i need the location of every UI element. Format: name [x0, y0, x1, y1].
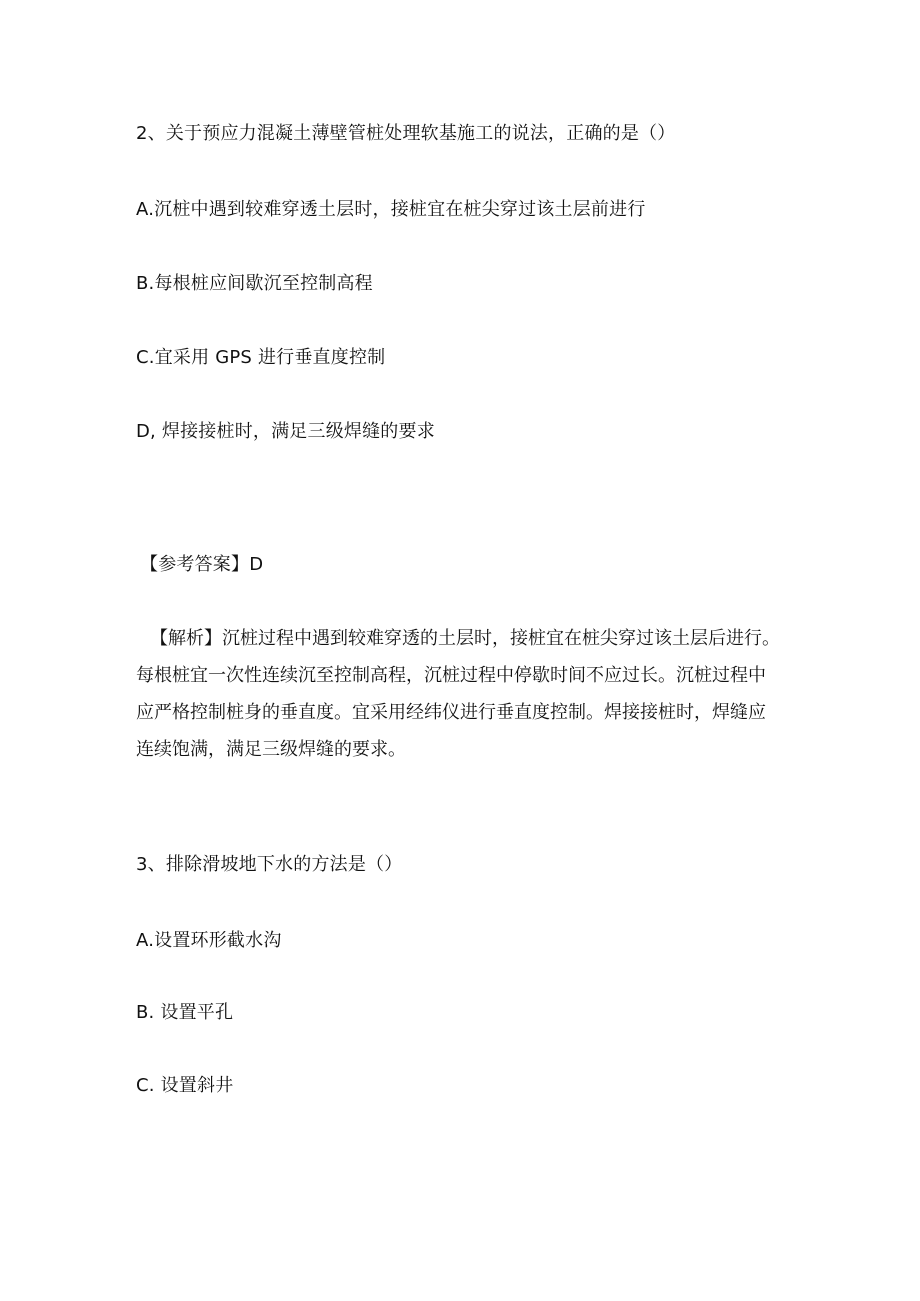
question-2-option-c: C.宜采用 GPS 进行垂直度控制	[136, 347, 386, 368]
question-3-stem: 3、排除滑坡地下水的方法是（）	[136, 854, 403, 875]
question-2-option-b: B.每根桩应间歇沉至控制高程	[136, 273, 373, 294]
question-2-analysis	[136, 620, 816, 768]
question-2-option-a: A.沉桩中遇到较难穿透土层时，接桩宜在桩尖穿过该土层前进行	[136, 199, 646, 220]
question-3-option-b: B. 设置平孔	[136, 1002, 234, 1023]
question-3-option-c: C. 设置斜井	[136, 1075, 234, 1096]
analysis-line-1: 【解析】沉桩过程中遇到较难穿透的土层时，接桩宜在桩尖穿过该土层后进行。	[150, 628, 780, 649]
analysis-line-2: 每根桩宜一次性连续沉至控制高程，沉桩过程中停歇时间不应过长。沉桩过程中	[136, 665, 766, 686]
analysis-line-3: 应严格控制桩身的垂直度。宜采用经纬仪进行垂直度控制。焊接接桩时，焊缝应	[136, 702, 766, 723]
question-2-answer: 【参考答案】D	[140, 554, 264, 575]
question-2-option-d: D, 焊接接桩时，满足三级焊缝的要求	[136, 421, 435, 442]
question-3-option-a: A.设置环形截水沟	[136, 930, 282, 951]
analysis-line-4: 连续饱满，满足三级焊缝的要求。	[136, 739, 406, 760]
question-2-stem: 2、关于预应力混凝土薄壁管桩处理软基施工的说法，正确的是（）	[136, 123, 676, 144]
